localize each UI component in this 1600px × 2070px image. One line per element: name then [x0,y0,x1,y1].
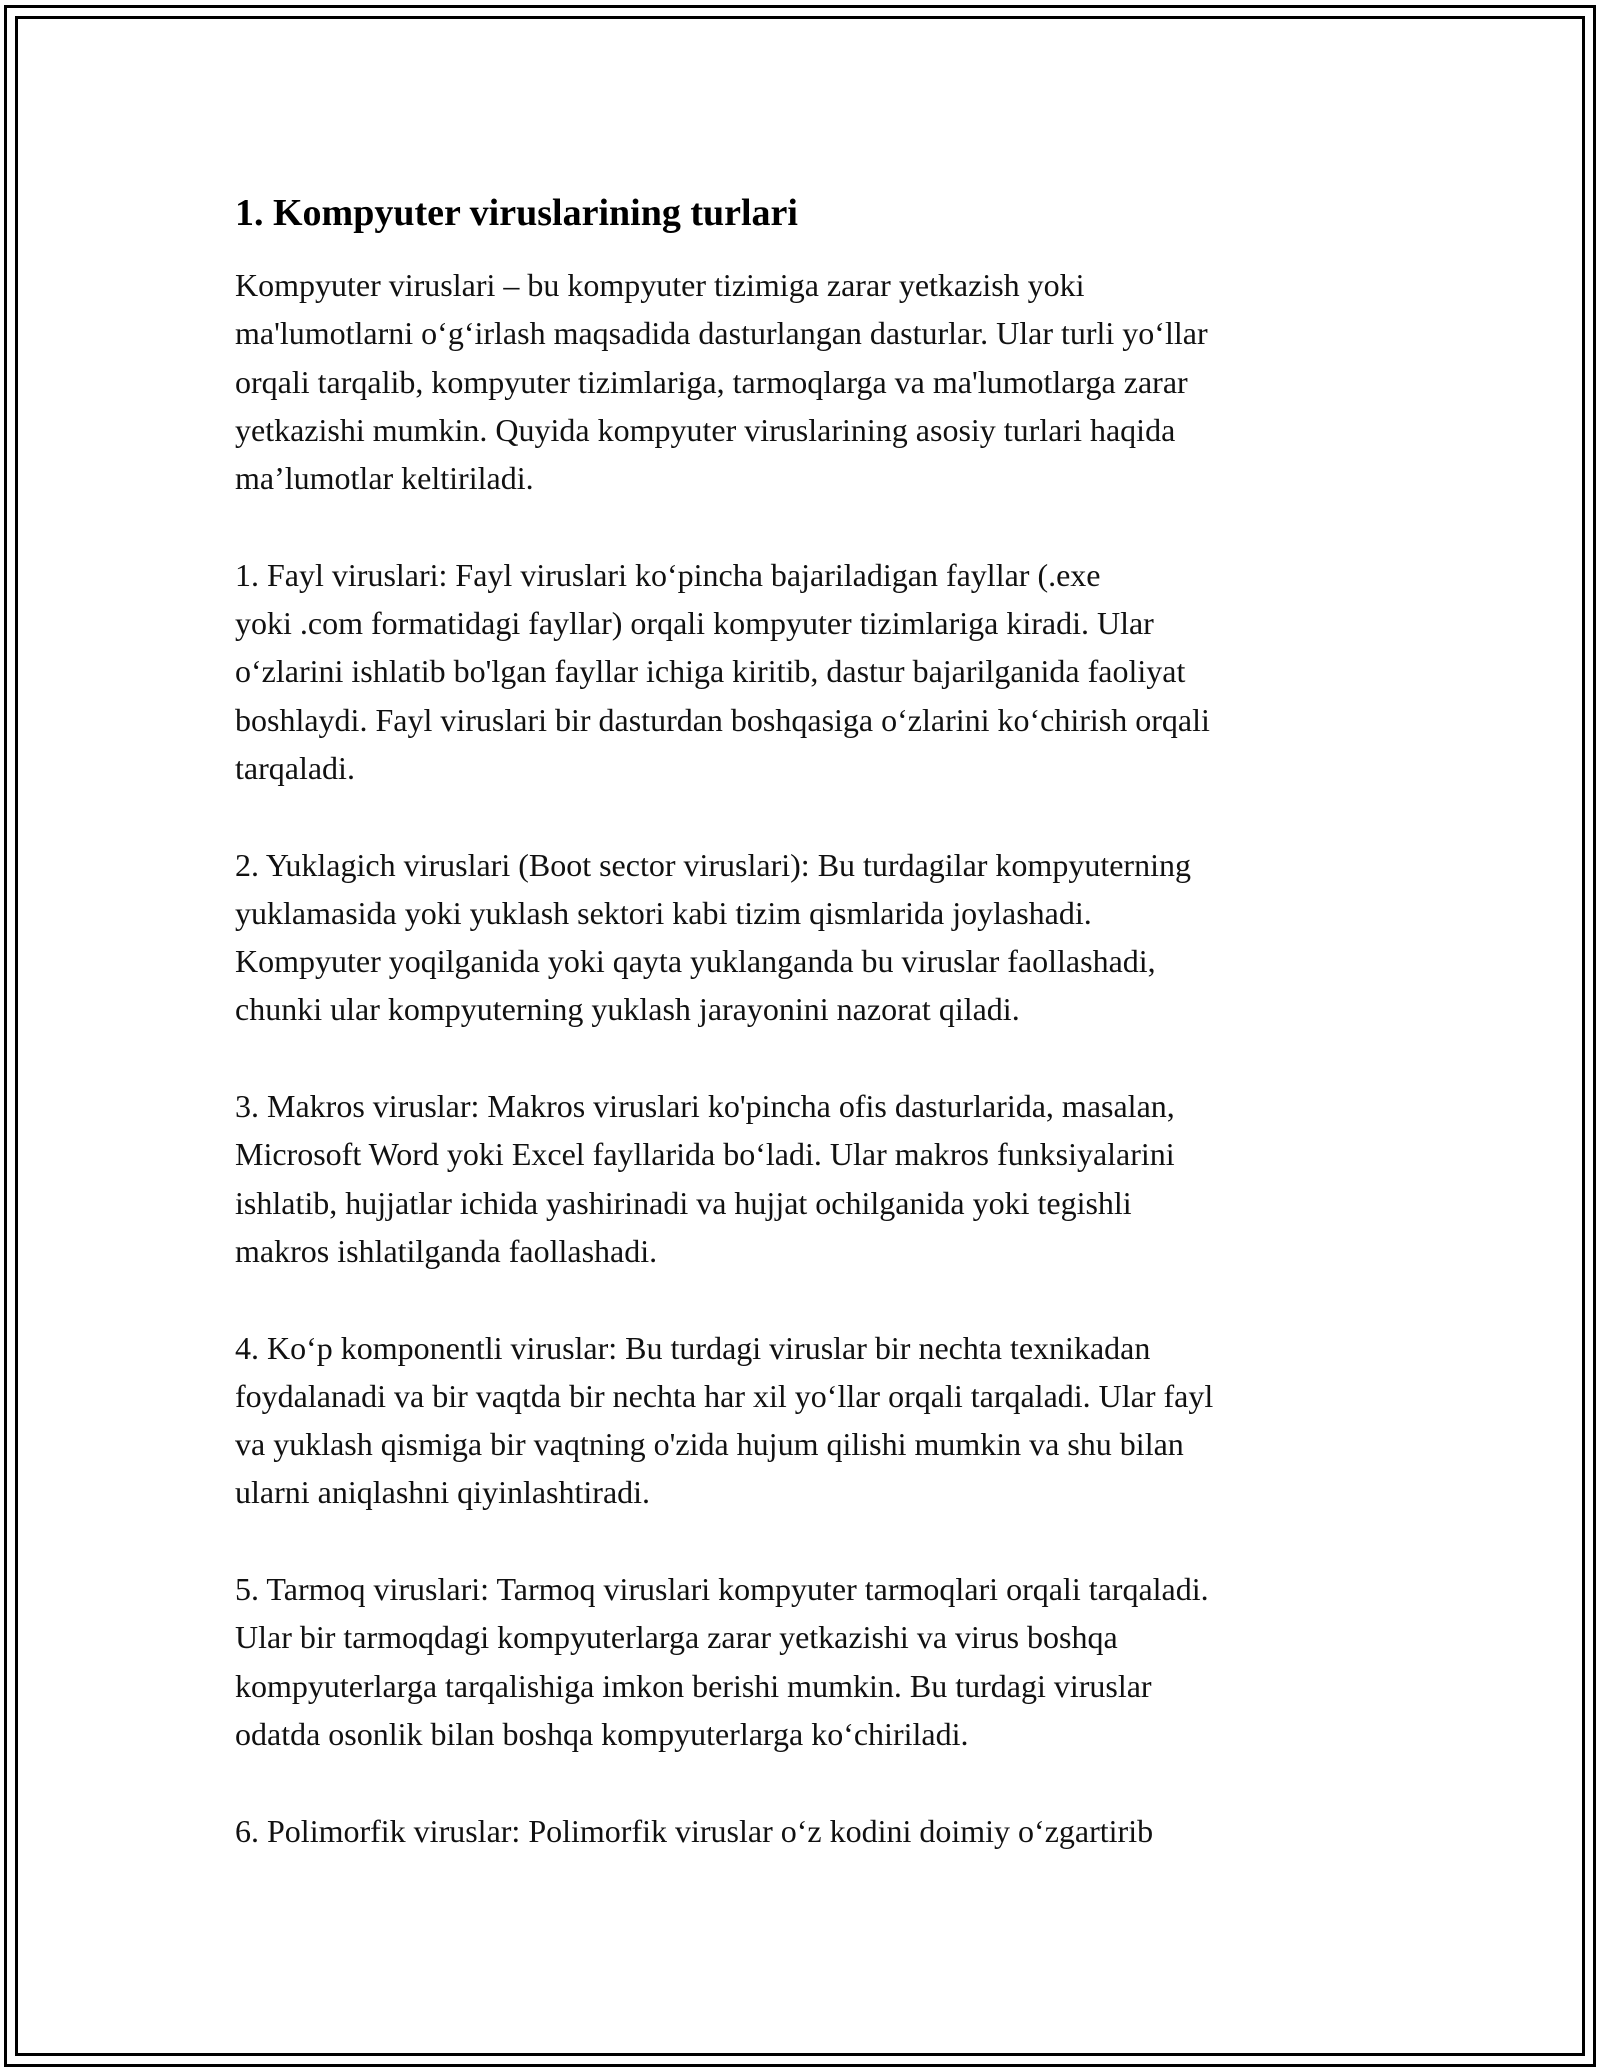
document-body [235,185,1375,1903]
paragraph-macro-viruses [235,1082,1375,1275]
text-line: yuklamasida yoki yuklash sektori kabi tizim qismlarida joylashadi. [235,894,1092,931]
paragraph-boot-viruses [235,841,1375,1034]
text-line: Kompyuter viruslari – bu kompyuter tizimiga zarar yetkazish yoki [235,267,1085,303]
text-line: makros ishlatilganda faollashadi. [235,1232,658,1269]
text-line: kompyuterlarga tarqalishiga imkon berishi mumkin. Bu turdagi viruslar [235,1667,1152,1704]
text-line: 6. Polimorfik viruslar: Polimorfik viruslar o‘z kodini doimiy o‘zgartirib [235,1812,1154,1849]
paragraph-file-viruses [235,551,1375,792]
text-line: va yuklash qismiga bir vaqtning o'zida hujum qilishi mumkin va shu bilan [235,1426,1184,1463]
text-line: ma'lumotlarni o‘g‘irlash maqsadida dasturlangan dasturlar. Ular turli yo‘llar [235,315,1208,352]
text-line: Microsoft Word yoki Excel fayllarida bo‘ladi. Ular makros funksiyalarini [235,1136,1175,1173]
text-line: ularni aniqlashni qiyinlashtiradi. [235,1474,651,1511]
text-line: 1. Fayl viruslari: Fayl viruslari ko‘pincha bajariladigan fayllar (.exe [235,556,1101,593]
text-line: ishlatib, hujjatlar ichida yashirinadi va hujjat ochilganida yoki tegishli [235,1184,1132,1221]
text-line: o‘zlarini ishlatib bo'lgan fayllar ichiga kiritib, dastur bajarilganida faoliyat [235,653,1186,690]
text-line: yoki .com formatidagi fayllar) orqali kompyuter tizimlariga kiradi. Ular [235,605,1154,642]
text-line: 4. Ko‘p komponentli viruslar: Bu turdagi viruslar bir nechta texnikadan [235,1329,1151,1366]
text-line: ma’lumotlar keltiriladi. [235,460,534,497]
text-line: yetkazishi mumkin. Quyida kompyuter viruslarining asosiy turlari haqida [235,411,1176,448]
text-line: odatda osonlik bilan boshqa kompyuterlarga ko‘chiriladi. [235,1715,969,1752]
text-line: Kompyuter yoqilganida yoki qayta yuklanganda bu viruslar faollashadi, [235,943,1156,980]
paragraph-polymorphic-viruses [235,1807,1375,1855]
text-line: 5. Tarmoq viruslari: Tarmoq viruslari kompyuter tarmoqlari orqali tarqaladi. [235,1571,1209,1608]
text-line: boshlaydi. Fayl viruslari bir dasturdan boshqasiga o‘zlarini ko‘chirish orqali [235,701,1210,738]
text-line: foydalanadi va bir vaqtda bir nechta har xil yo‘llar orqali tarqaladi. Ular fayl [235,1377,1214,1414]
text-line: 3. Makros viruslar: Makros viruslari ko'pincha ofis dasturlarida, masalan, [235,1088,1175,1125]
paragraph-multipartite-viruses [235,1324,1375,1517]
paragraph-network-viruses [235,1565,1375,1758]
text-line: orqali tarqalib, kompyuter tizimlariga, tarmoqlarga va ma'lumotlarga zarar [235,363,1188,400]
text-line: 2. Yuklagich viruslari (Boot sector viruslari): Bu turdagilar kompyuterning [235,846,1191,883]
page-title: 1. Kompyuter viruslarining turlari [235,192,798,234]
text-line: tarqaladi. [235,749,355,786]
text-line: chunki ular kompyuterning yuklash jarayonini nazorat qiladi. [235,991,1020,1028]
paragraph-intro [235,261,1375,502]
text-line: Ular bir tarmoqdagi kompyuterlarga zarar yetkazishi va virus boshqa [235,1619,1118,1656]
